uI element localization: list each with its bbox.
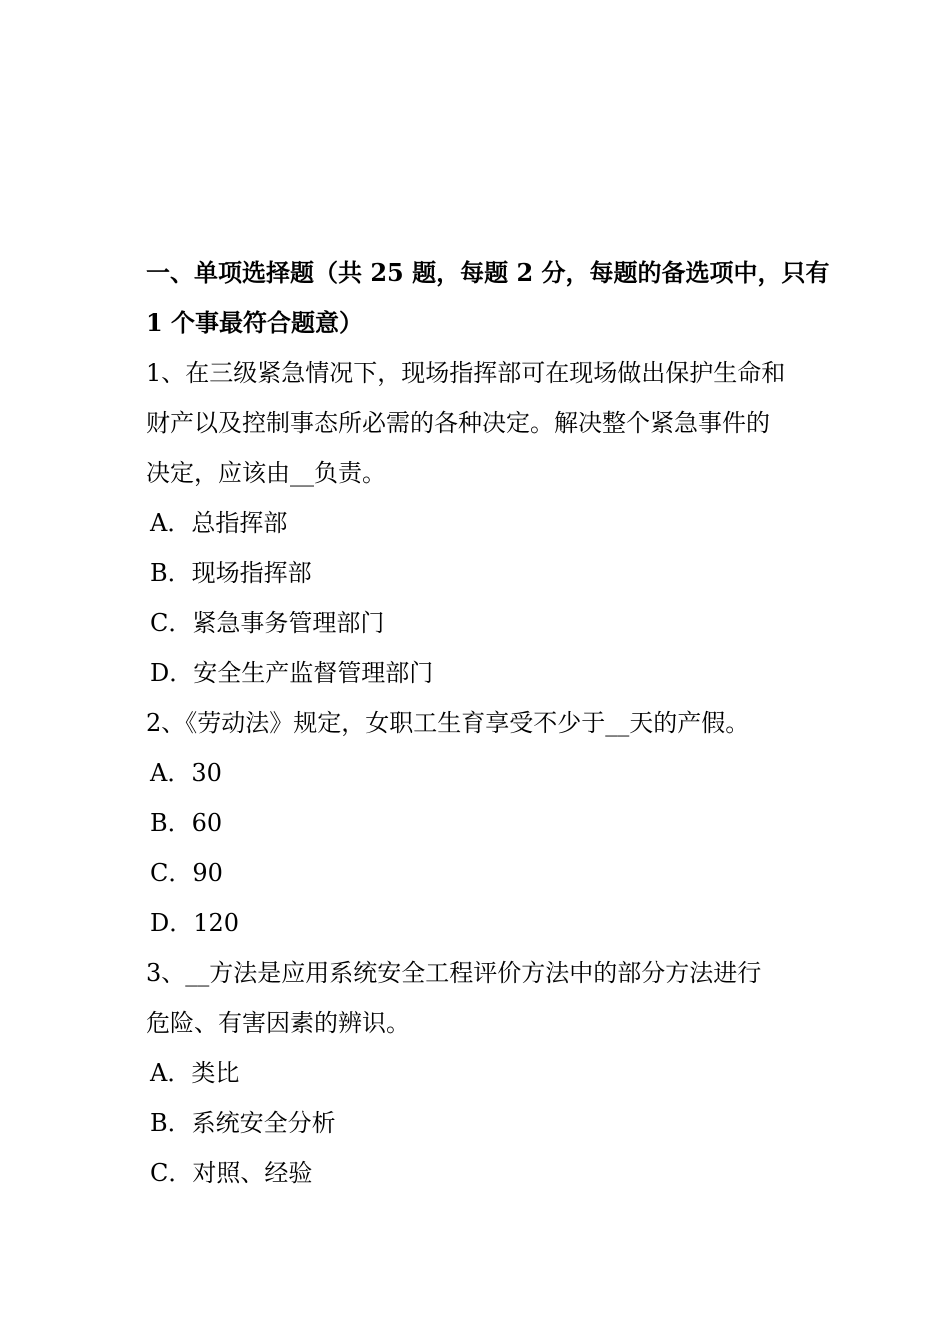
question-2-stem-line-1: 2、《劳动法》规定，女职工生育享受不少于__天的产假。 (146, 709, 750, 737)
question-1 (146, 348, 814, 698)
question-1-stem-line-3: 决定，应该由__负责。 (146, 459, 386, 487)
question-1-option-c: C．紧急事务管理部门 (150, 609, 385, 637)
question-1-option-d: D．安全生产监督管理部门 (150, 659, 434, 687)
question-2 (146, 698, 814, 948)
question-2-option-b: B．60 (150, 809, 223, 837)
question-3-option-c: C．对照、经验 (150, 1159, 313, 1187)
section-heading-line-2: 1 个事最符合题意） (146, 308, 364, 337)
question-3-stem-line-1: 3、__方法是应用系统安全工程评价方法中的部分方法进行 (146, 959, 762, 987)
section-heading-line-1: 一、单项选择题（共 25 题，每题 2 分，每题的备选项中，只有 (146, 258, 830, 287)
question-3-stem-line-2: 危险、有害因素的辨识。 (146, 1009, 410, 1037)
question-3-option-b: B．系统安全分析 (150, 1109, 336, 1137)
question-2-option-a: A．30 (150, 759, 222, 787)
question-1-option-a: A．总指挥部 (150, 509, 288, 537)
document-page (146, 248, 830, 1198)
question-3-option-a: A．类比 (150, 1059, 240, 1087)
question-2-option-c: C．90 (150, 859, 223, 887)
question-2-option-d: D．120 (150, 909, 240, 937)
question-1-stem-line-1: 1、在三级紧急情况下，现场指挥部可在现场做出保护生命和 (146, 359, 786, 387)
question-1-option-b: B．现场指挥部 (150, 559, 312, 587)
question-1-stem-line-2: 财产以及控制事态所必需的各种决定。解决整个紧急事件的 (146, 409, 770, 437)
question-3 (146, 948, 814, 1198)
